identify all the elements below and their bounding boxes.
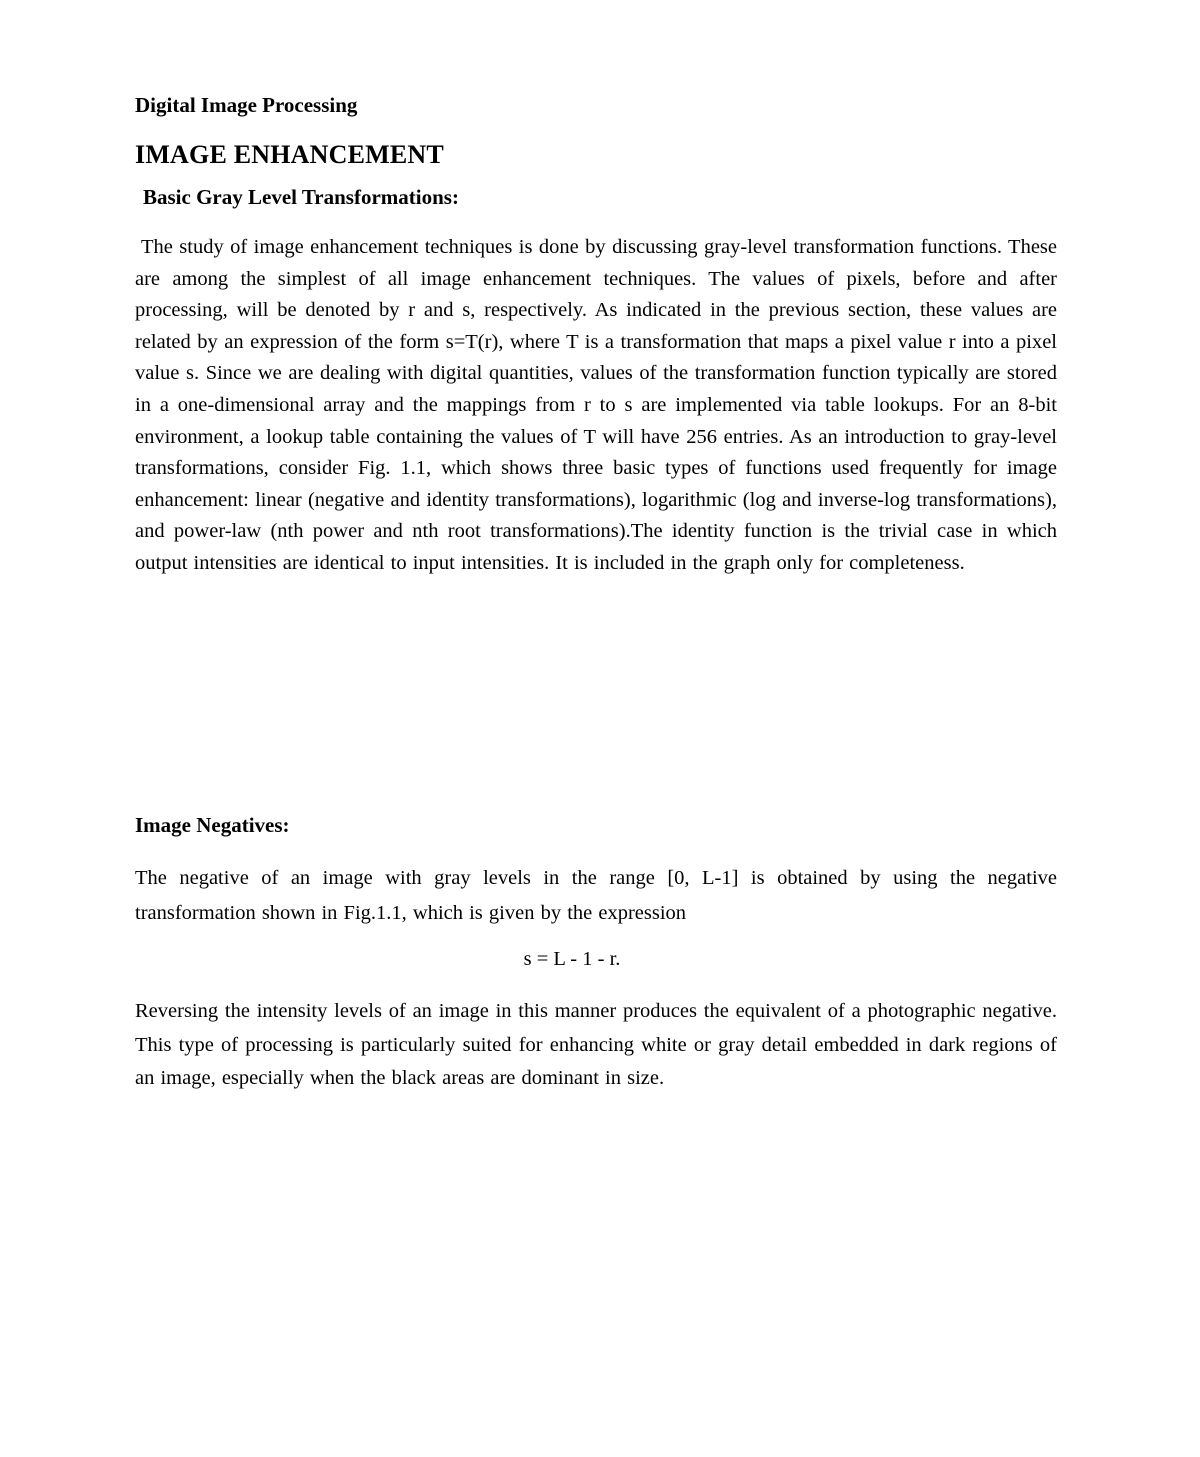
section-heading-image-negatives: Image Negatives: [135, 813, 290, 837]
section-heading-basic-gray-level: Basic Gray Level Transformations: [143, 185, 459, 209]
running-head: Digital Image Processing [135, 93, 358, 117]
paragraph-gray-level-intro: The study of image enhancement techniques is done by discussing gray-level transformation functions. These are among the simplest of all image enhancement techniques. The values of pixels, before and after processing, will be denoted by r and s, respectively. As indicated in the previous section, these values are related by an expression of the form s=T(r), where T is a transformation that maps a pixel value r into a pixel value s. Since we are dealing with digital quantities, values of the transformation function typically are stored in a one-dimensional array and the mappings from r to s are implemented via table lookups. For an 8-bit environment, a lookup table containing the values of T will have 256 entries. As an introduction to gray-level transformations, consider Fig. 1.1, which shows three basic types of functions used frequently for image enhancement: linear (negative and identity transformations), logarithmic (log and inverse-log transformations), and power-law (nth power and nth root transformations).The identity function is the trivial case in which output intensities are identical to input intensities. It is included in the graph only for completeness. [135, 236, 1057, 574]
paragraph-negative-usage: Reversing the intensity levels of an image in this manner produces the equivalent of a photographic negative. This type of processing is particularly suited for enhancing white or gray detail embedded in dark regions of an image, especially when the black areas are dominant in size. [135, 1000, 1057, 1089]
negative-formula: s = L - 1 - r. [523, 948, 621, 970]
document-title: IMAGE ENHANCEMENT [135, 140, 444, 169]
paragraph-negative-definition: The negative of an image with gray levels in the range [0, L-1] is obtained by using the negative transformation shown in Fig.1.1, which is given by the expression [135, 867, 1057, 924]
